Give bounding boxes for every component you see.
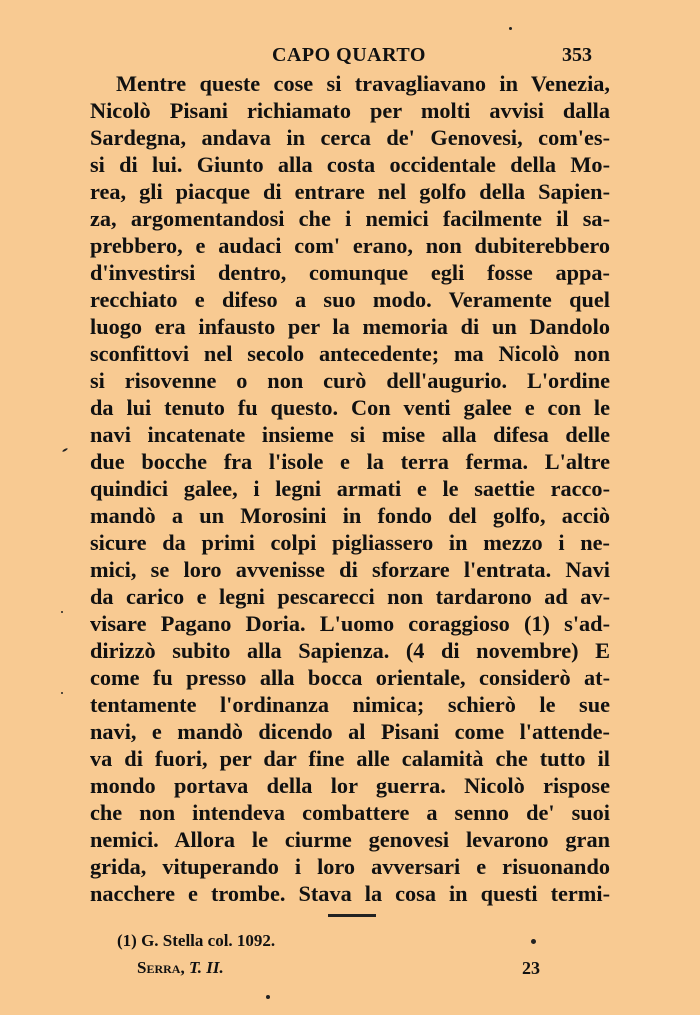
- ink-speck: [61, 692, 63, 694]
- text-line: Nicolò Pisani richiamato per molti avvisi dalla: [90, 98, 610, 123]
- text-line: grida, vituperando i loro avversari e risuonando: [90, 854, 610, 879]
- ink-speck: [62, 448, 68, 453]
- text-line: sconfittovi nel secolo antecedente; ma Nicolò non: [90, 341, 610, 366]
- text-line: luogo era infausto per la memoria di un Dandolo: [90, 314, 610, 339]
- text-line: da lui tenuto fu questo. Con venti galee e con le: [90, 395, 610, 420]
- ink-speck: [266, 995, 270, 999]
- text-line: navi, e mandò dicendo al Pisani come l'attende-: [90, 719, 610, 744]
- text-line: navi incatenate insieme si mise alla difesa delle: [90, 422, 610, 447]
- text-line: mondo portava della lor guerra. Nicolò rispose: [90, 773, 610, 798]
- chapter-title: CAPO QUARTO: [272, 44, 426, 66]
- text-line: recchiato e difeso a suo modo. Veramente quel: [90, 287, 610, 312]
- signature-number: 23: [522, 958, 540, 978]
- signature-separator: ,: [180, 958, 189, 977]
- page-number: 353: [562, 44, 592, 66]
- text-line: da carico e legni pescarecci non tardarono ad av-: [90, 584, 610, 609]
- text-line: nacchere e trombe. Stava la cosa in questi termi-: [90, 881, 610, 906]
- ink-speck: [531, 939, 536, 944]
- text-line: prebbero, e audaci com' erano, non dubiterebbero: [90, 233, 610, 258]
- printer-signature: [137, 958, 224, 978]
- text-line: si di lui. Giunto alla costa occidentale della Mo-: [90, 152, 610, 177]
- ink-speck: [509, 27, 512, 30]
- text-line: mici, se loro avvenisse di sforzare l'entrata. Navi: [90, 557, 610, 582]
- body-text: [90, 70, 610, 907]
- text-line: mandò a un Morosini in fondo del golfo, acciò: [90, 503, 610, 528]
- signature-author: Serra: [137, 958, 181, 977]
- footnote-rule: [328, 914, 376, 917]
- text-line: d'investirsi dentro, comunque egli fosse appa-: [90, 260, 610, 285]
- text-line: che non intendeva combattere a senno de' suoi: [90, 800, 610, 825]
- text-line: quindici galee, i legni armati e le saettie racco-: [90, 476, 610, 501]
- text-line: za, argomentandosi che i nemici facilmente il sa-: [90, 206, 610, 231]
- text-line: Mentre queste cose si travagliavano in Venezia,: [116, 71, 610, 96]
- text-line: due bocche fra l'isole e la terra ferma. L'altre: [90, 449, 610, 474]
- ink-speck: [61, 611, 63, 613]
- text-line: dirizzò subito alla Sapienza. (4 di novembre) E: [90, 638, 610, 663]
- footnote: (1) G. Stella col. 1092.: [117, 931, 276, 950]
- text-line: visare Pagano Doria. L'uomo coraggioso (1) s'ad-: [90, 611, 610, 636]
- text-line: sicure da primi colpi pigliassero in mezzo i ne-: [90, 530, 610, 555]
- text-line: come fu presso alla bocca orientale, considerò at-: [90, 665, 610, 690]
- text-line: va di fuori, per dar fine alle calamità che tutto il: [90, 746, 610, 771]
- text-line: Sardegna, andava in cerca de' Genovesi, com'es-: [90, 125, 610, 150]
- text-line: rea, gli piacque di entrare nel golfo della Sapien-: [90, 179, 610, 204]
- signature-volume: T. II.: [188, 958, 224, 977]
- text-line: tentamente l'ordinanza nimica; schierò le sue: [90, 692, 610, 717]
- text-line: si risovenne o non curò dell'augurio. L'ordine: [90, 368, 610, 393]
- text-line: nemici. Allora le ciurme genovesi levarono gran: [90, 827, 610, 852]
